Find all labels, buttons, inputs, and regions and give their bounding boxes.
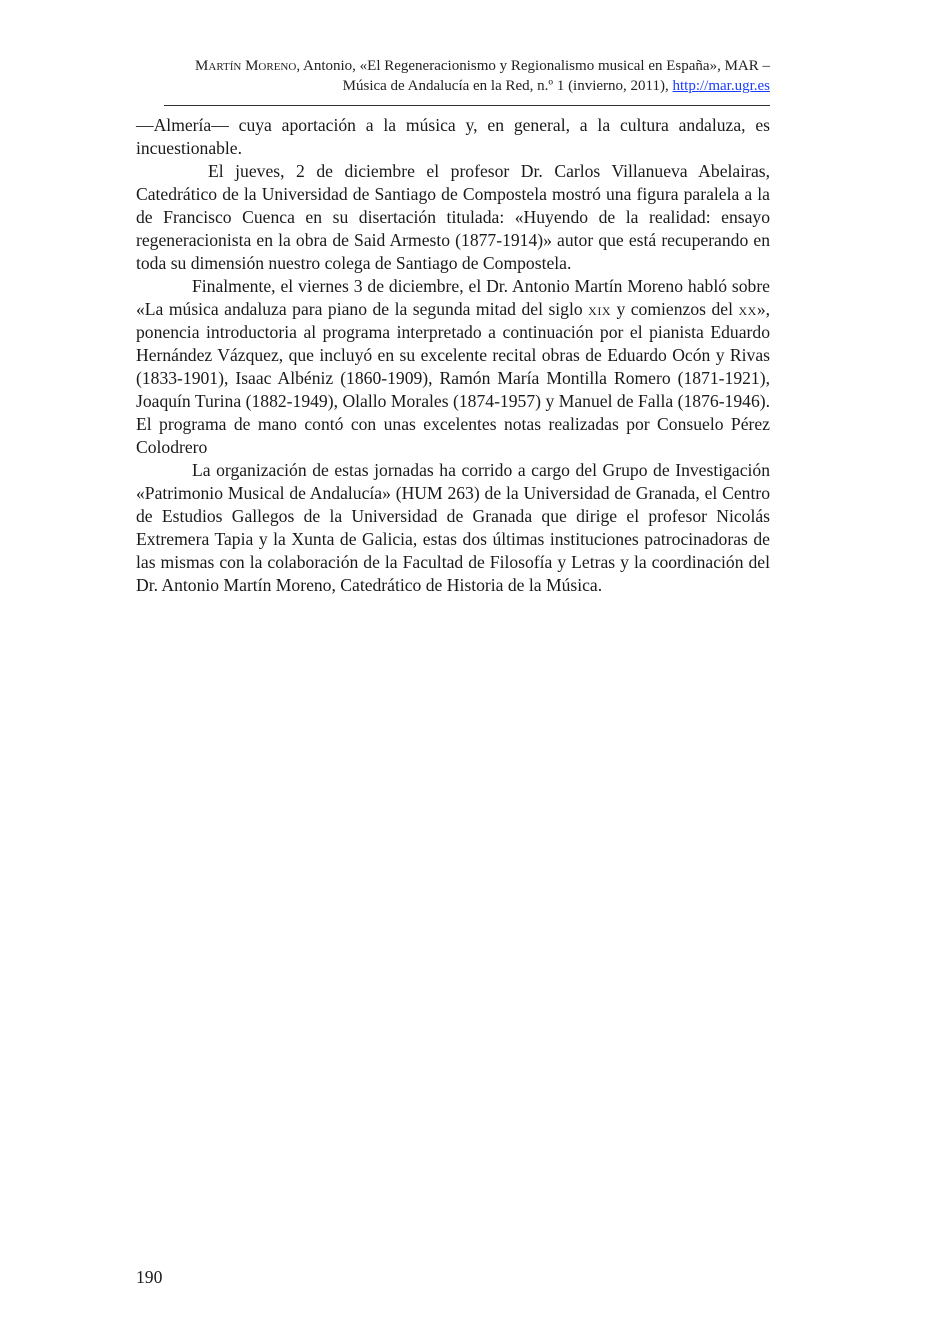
- century-numeral: xix: [588, 299, 611, 319]
- paragraph: —Almería— cuya aportación a la música y, en general, a la cultura andaluza, es incuestionable.: [136, 115, 770, 158]
- header-line-2: [140, 76, 770, 96]
- header-citation-1: , Antonio, «El Regeneracionismo y Regionalismo musical en España», MAR –: [296, 58, 770, 74]
- running-header: [140, 56, 770, 96]
- header-citation-2: Música de Andalucía en la Red, n.º 1 (invierno, 2011),: [342, 78, 673, 94]
- header-line-1: [140, 56, 770, 76]
- article-body: [136, 114, 770, 597]
- journal-link[interactable]: http://mar.ugr.es: [672, 78, 770, 94]
- paragraph: [136, 275, 770, 459]
- paragraph: La organización de estas jornadas ha corrido a cargo del Grupo de Investigación «Patrimonio Musical de Andalucía» (HUM 263) de la Universidad de Granada, el Centro de Estudios Gallegos de la Universidad de Granada que dirige el profesor Nicolás Extremera Tapia y la Xunta de Galicia, estas dos últimas instituciones patrocinadoras de las mismas con la colaboración de la Facultad de Filosofía y Letras y la coordinación del Dr. Antonio Martín Moreno, Catedrático de Historia de la Música.: [136, 460, 770, 595]
- page-number: 190: [136, 1267, 163, 1287]
- paragraph-text: Finalmente, el viernes 3 de diciembre, el Dr. Antonio Martín Moreno habló sobre «La música andaluza para piano de la segunda mitad del siglo: [136, 276, 770, 319]
- header-rule: [164, 105, 770, 106]
- paragraph-text: y comienzos del: [610, 299, 739, 319]
- century-numeral: xx: [738, 299, 757, 319]
- header-author: Martín Moreno: [195, 58, 297, 74]
- paragraph-text: », ponencia introductoria al programa interpretado a continuación por el pianista Eduardo Hernández Vázquez, que incluyó en su excelente recital obras de Eduardo Ocón y Rivas (1833-1901), Isaac Albéniz (1860-1909), Ramón María Montilla Romero (1871-1921), Joaquín Turina (1882-1949), Olallo Morales (1874-1957) y Manuel de Falla (1876-1946). El programa de mano contó con unas excelentes notas realizadas por Consuelo Pérez Colodrero: [136, 299, 771, 457]
- paragraph: El jueves, 2 de diciembre el profesor Dr. Carlos Villanueva Abelairas, Catedrático de la Universidad de Santiago de Compostela mostró una figura paralela a la de Francisco Cuenca en su disertación titulada: «Huyendo de la realidad: ensayo regeneracionista en la obra de Said Armesto (1877-1914)» autor que está recuperando en toda su dimensión nuestro colega de Santiago de Compostela.: [136, 161, 770, 273]
